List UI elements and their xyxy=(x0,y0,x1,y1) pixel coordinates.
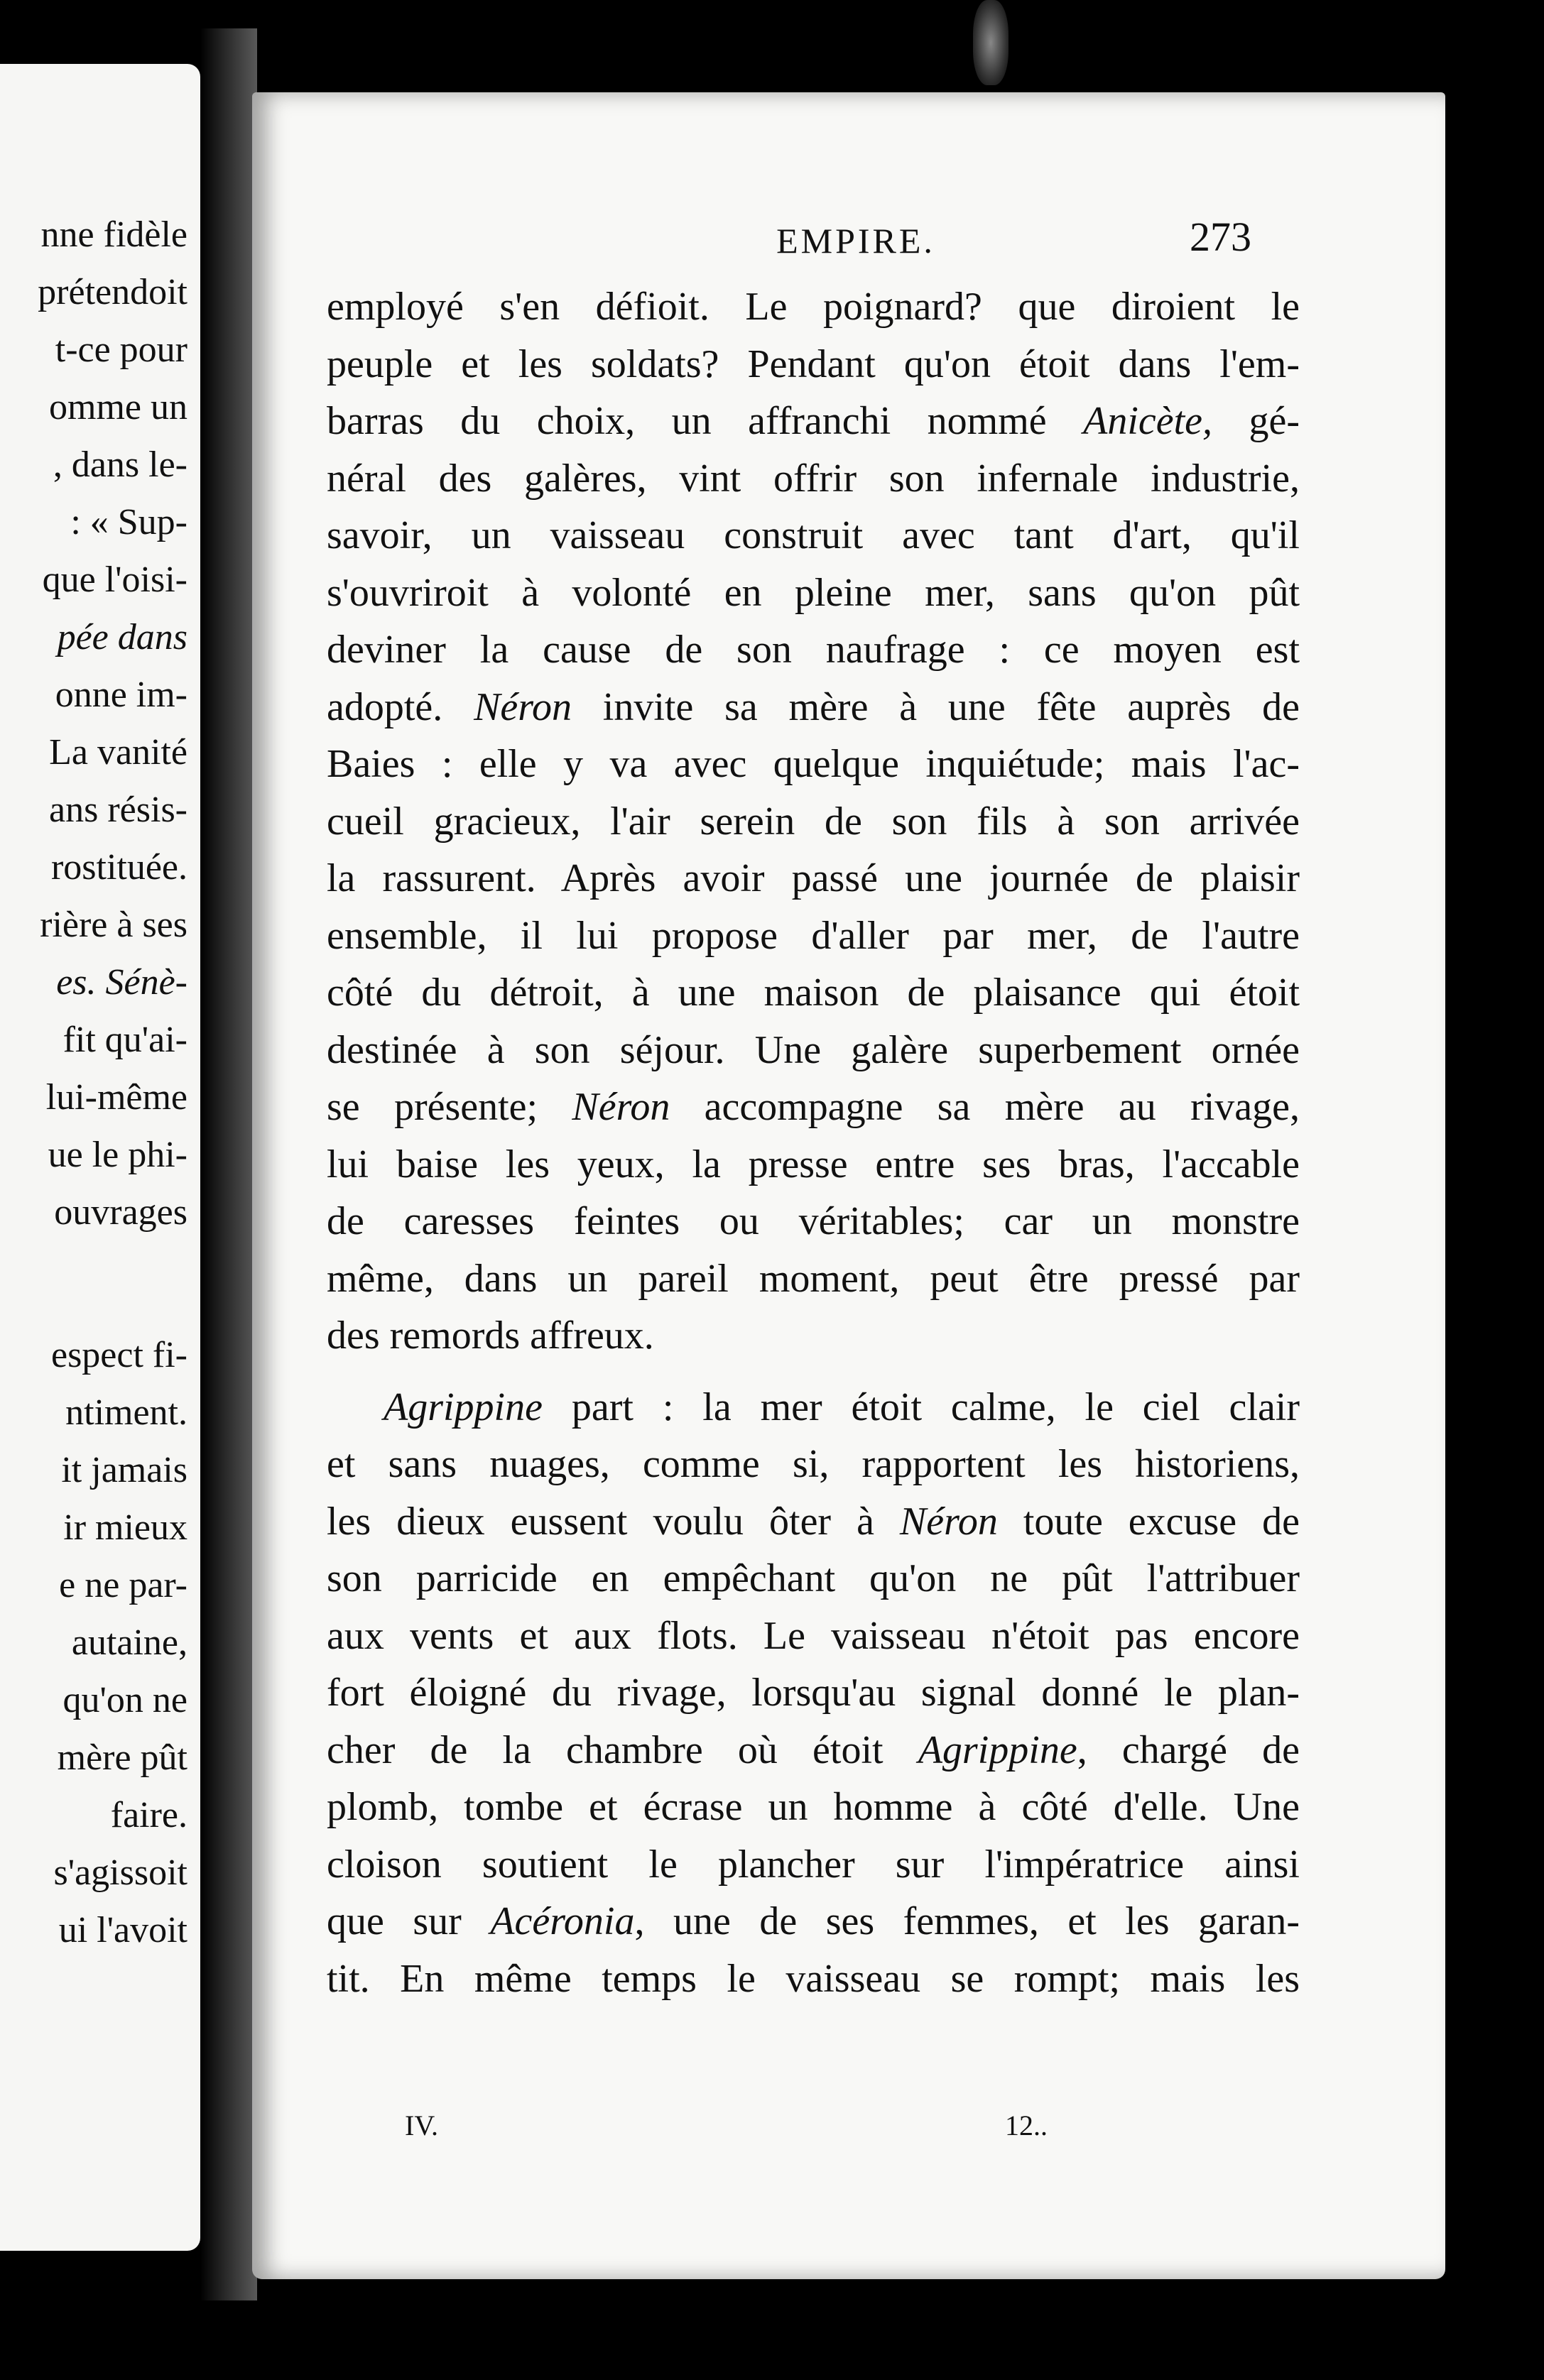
left-page-fragment: ir mieux xyxy=(63,1507,187,1548)
left-page-fragment: rostituée. xyxy=(50,847,187,888)
text-line: employé s'en défioit. Le poignard? que diroient le xyxy=(327,285,1300,329)
text-line: néral des galères, vint offrir son infernale industrie, xyxy=(327,456,1300,501)
left-page-fragment: e ne par- xyxy=(59,1565,187,1605)
left-page-fragment: rière à ses xyxy=(40,905,187,945)
left-page-fragment: autaine, xyxy=(71,1622,187,1663)
left-page-fragment: espect fi- xyxy=(50,1335,187,1375)
text-line: aux vents et aux flots. Le vaisseau n'étoit pas encore xyxy=(327,1613,1300,1658)
page-number: 273 xyxy=(1190,214,1251,260)
page-tear-mark xyxy=(973,0,1009,85)
gathering-mark: 12.. xyxy=(1005,2109,1048,2141)
text-line: des remords affreux. xyxy=(327,1314,654,1358)
text-line: plomb, tombe et écrase un homme à côté d'elle. Une xyxy=(327,1785,1300,1829)
body-text xyxy=(327,278,1300,2007)
left-page-fragment: onne im- xyxy=(55,675,187,715)
text-line: ensemble, il lui propose d'aller par mer, de l'autre xyxy=(327,913,1300,958)
signature-mark: IV. xyxy=(405,2109,439,2141)
text-line: côté du détroit, à une maison de plaisance qui étoit xyxy=(327,971,1300,1015)
left-page-fragment: ans résis- xyxy=(49,790,187,830)
left-page-fragment: nne fidèle xyxy=(40,214,187,255)
left-page-fragment: es. Sénè- xyxy=(56,962,187,1003)
italic-name: Anicète, xyxy=(1083,399,1213,443)
left-page-fragment: ntiment. xyxy=(65,1392,187,1433)
left-page-fragment: : « Sup- xyxy=(70,502,187,542)
text-line: cher de la chambre où étoit Agrippine, chargé de xyxy=(327,1727,1300,1772)
left-page-fragment: faire. xyxy=(110,1795,187,1835)
text-line: fort éloigné du rivage, lorsqu'au signal donné le plan- xyxy=(327,1671,1300,1715)
text-line: savoir, un vaisseau construit avec tant d'art, qu'il xyxy=(327,513,1300,557)
italic-name: Néron xyxy=(899,1499,998,1544)
text-line: la rassurent. Après avoir passé une journée de plaisir xyxy=(327,856,1300,900)
text-line: cueil gracieux, l'air serein de son fils à son arrivée xyxy=(327,799,1300,844)
left-page-fragment: qu'on ne xyxy=(62,1680,187,1720)
running-head: EMPIRE. xyxy=(776,221,935,261)
left-page-fragment: ui l'avoit xyxy=(58,1910,187,1950)
left-page-fragment: omme un xyxy=(49,387,187,427)
italic-name: Agrippine xyxy=(384,1385,543,1429)
left-page-fragment: La vanité xyxy=(49,732,187,773)
text-line: se présente; Néron accompagne sa mère au rivage, xyxy=(327,1085,1300,1129)
text-line: tit. En même temps le vaisseau se rompt; mais les xyxy=(327,1956,1300,2001)
italic-name: Acéronia xyxy=(490,1899,635,1943)
text-line: Baies : elle y va avec quelque inquiétude; mais l'ac- xyxy=(327,742,1300,786)
italic-name: Agrippine xyxy=(918,1727,1077,1772)
text-line: Agrippine part : la mer étoit calme, le ciel clair xyxy=(384,1385,1300,1429)
left-page-fragment: s'agissoit xyxy=(53,1852,187,1893)
text-line: même, dans un pareil moment, peut être pressé par xyxy=(327,1256,1300,1301)
text-line: son parricide en empêchant qu'on ne pût l'attribuer xyxy=(327,1556,1300,1600)
text-line: destinée à son séjour. Une galère superbement ornée xyxy=(327,1027,1300,1072)
text-line: adopté. Néron invite sa mère à une fête auprès de xyxy=(327,684,1300,729)
left-page-fragment: lui-même xyxy=(45,1077,187,1118)
text-line: de caresses feintes ou véritables; car un monstre xyxy=(327,1199,1300,1243)
text-line: et sans nuages, comme si, rapportent les historiens, xyxy=(327,1442,1300,1486)
left-page-fragment: ue le phi- xyxy=(48,1135,187,1175)
text-line: s'ouvriroit à volonté en pleine mer, sans qu'on pût xyxy=(327,570,1300,615)
text-line: barras du choix, un affranchi nommé Anicète, gé- xyxy=(327,399,1300,443)
left-page-fragment: fit qu'ai- xyxy=(62,1020,187,1060)
text-line: cloison soutient le plancher sur l'impératrice ainsi xyxy=(327,1842,1300,1887)
italic-name: Néron xyxy=(572,1085,670,1129)
text-line: lui baise les yeux, la presse entre ses bras, l'accable xyxy=(327,1142,1300,1186)
left-page-fragment: pée dans xyxy=(57,617,187,657)
left-page-fragment: t-ce pour xyxy=(55,329,187,370)
text-line: les dieux eussent voulu ôter à Néron toute excuse de xyxy=(327,1499,1300,1544)
left-page-fragment: prétendoit xyxy=(38,272,187,312)
right-page xyxy=(252,92,1445,2279)
left-facing-page xyxy=(0,64,200,2251)
italic-name: Néron xyxy=(474,684,572,729)
left-page-fragment: mère pût xyxy=(57,1737,187,1778)
left-page-fragment: it jamais xyxy=(61,1450,187,1490)
text-line: peuple et les soldats? Pendant qu'on étoit dans l'em- xyxy=(327,342,1300,386)
left-page-fragment: que l'oisi- xyxy=(42,559,187,600)
left-page-fragment: , dans le- xyxy=(53,444,187,485)
book-gutter xyxy=(200,28,257,2300)
text-line: que sur Acéronia, une de ses femmes, et les garan- xyxy=(327,1899,1300,1943)
left-page-fragment: ouvrages xyxy=(54,1192,187,1233)
text-line: deviner la cause de son naufrage : ce moyen est xyxy=(327,628,1300,672)
